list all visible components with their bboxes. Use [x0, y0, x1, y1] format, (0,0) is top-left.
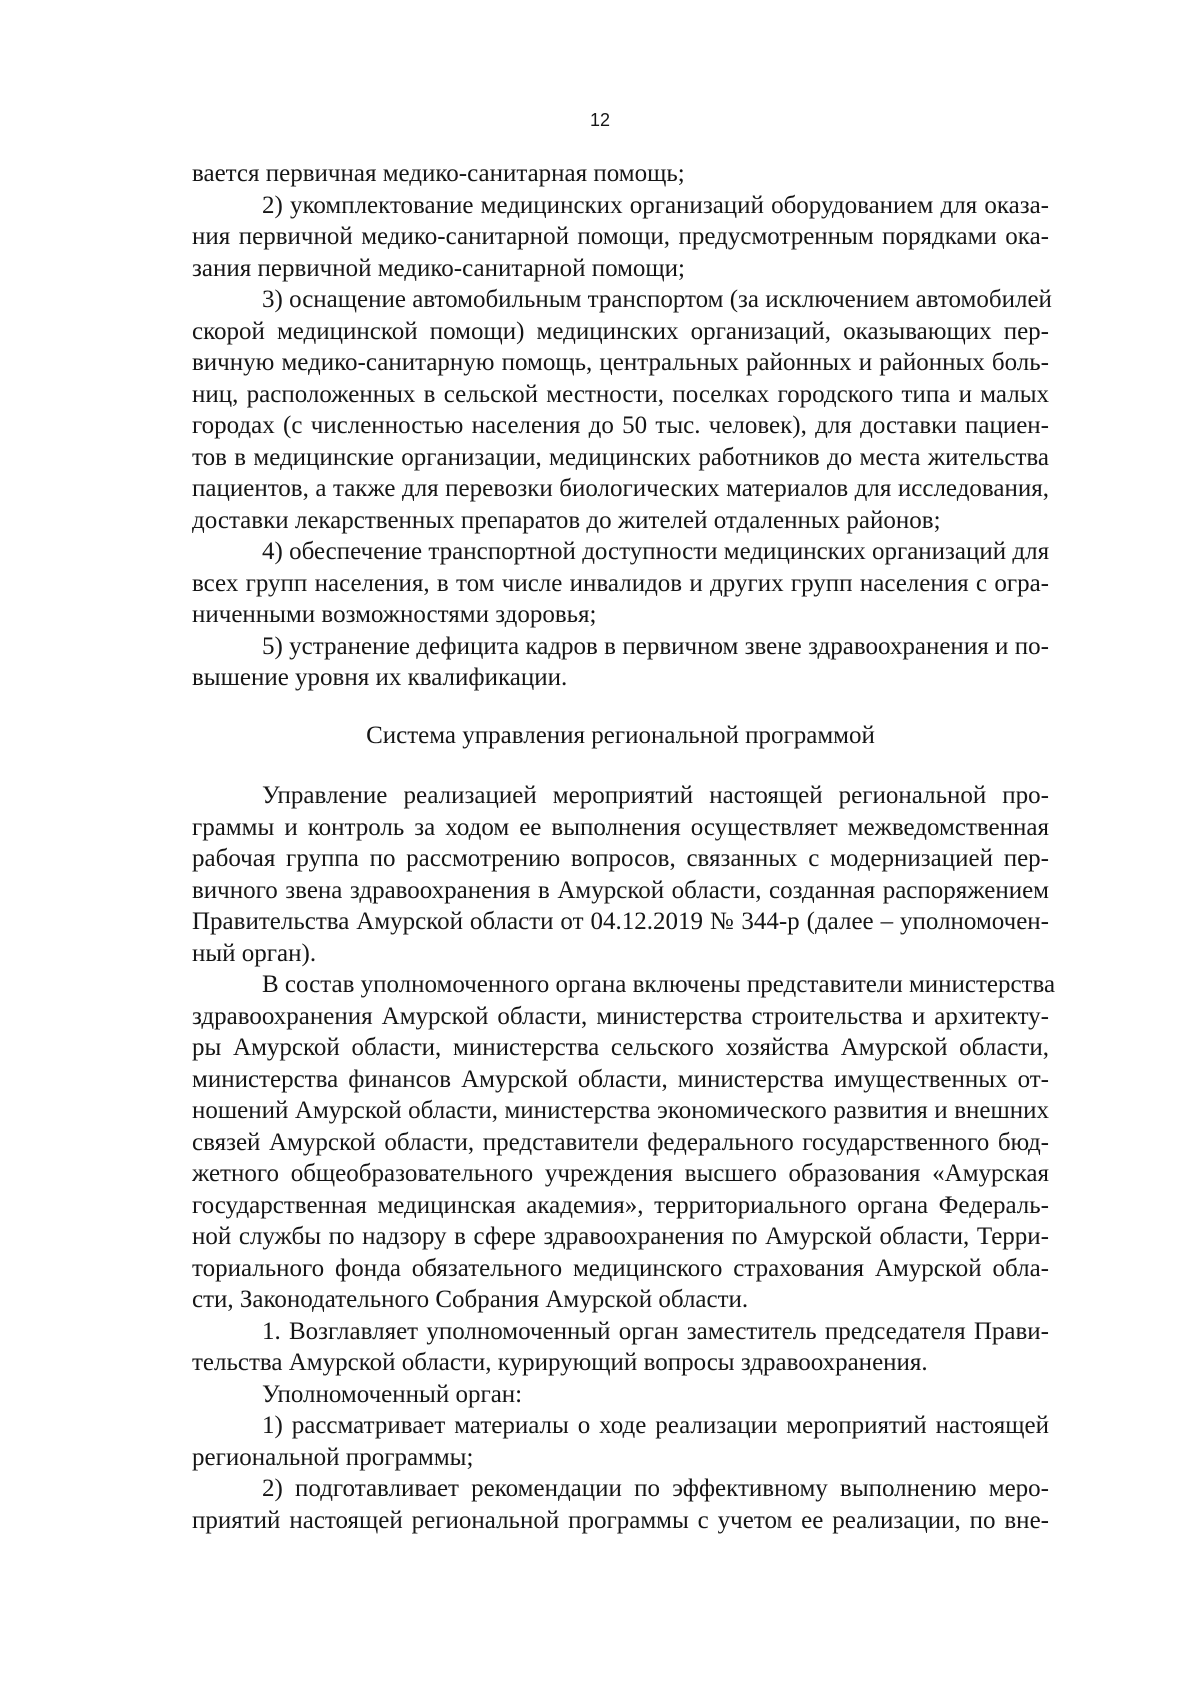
text-line: ношений Амурской области, министерства экономического развития и внешних	[192, 1097, 1049, 1124]
text-line: вичную медико-санитарную помощь, центральных районных и районных боль-	[192, 349, 1049, 376]
text-line: В состав уполномоченного органа включены представители министерства	[262, 971, 1056, 998]
page-number: 12	[589, 110, 611, 130]
text-line: здравоохранения Амурской области, министерства строительства и архитекту-	[192, 1002, 1049, 1030]
text-line: вается первичная медико-санитарная помощь;	[192, 160, 685, 187]
text-line: скорой медицинской помощи) медицинских организаций, оказывающих пер-	[192, 317, 1049, 345]
text-line: 4) обеспечение транспортной доступности медицинских организаций для	[262, 538, 1050, 565]
text-line: Управление реализацией мероприятий настоящей региональной про-	[262, 782, 1049, 809]
text-line: региональной программы;	[192, 1443, 474, 1471]
text-line: городах (с численностью населения до 50 тыс. человек), для доставки пациен-	[192, 412, 1049, 439]
text-line: тов в медицинские организации, медицинских работников до места жительства	[192, 443, 1049, 471]
document-body	[192, 158, 1056, 1536]
text-line: Правительства Амурской области от 04.12.2019 № 344-р (далее – уполномочен-	[192, 908, 1049, 935]
text-line: ния первичной медико-санитарной помощи, предусмотренным порядками ока-	[192, 223, 1049, 250]
text-line: государственная медицинская академия», территориального органа Федераль-	[192, 1191, 1049, 1219]
text-line: зания первичной медико-санитарной помощи;	[192, 254, 685, 282]
text-line: ниченными возможностями здоровья;	[192, 601, 597, 628]
text-line: ниц, расположенных в сельской местности, поселках городского типа и малых	[192, 380, 1049, 408]
text-line: ной службы по надзору в сфере здравоохранения по Амурской области, Терри-	[192, 1223, 1049, 1250]
text-line: связей Амурской области, представители федерального государственного бюд-	[192, 1128, 1049, 1156]
text-line: ры Амурской области, министерства сельского хозяйства Амурской области,	[192, 1034, 1049, 1061]
text-line: министерства финансов Амурской области, министерства имущественных от-	[192, 1065, 1049, 1093]
text-line: 2) подготавливает рекомендации по эффективному выполнению меро-	[262, 1475, 1049, 1502]
text-line: пациентов, а также для перевозки биологических материалов для исследования,	[192, 475, 1049, 502]
text-line: ториального фонда обязательного медицинского страхования Амурской обла-	[192, 1254, 1049, 1282]
text-line: 2) укомплектование медицинских организаций оборудованием для оказа-	[262, 191, 1049, 219]
text-line: 5) устранение дефицита кадров в первичном звене здравоохранения и по-	[262, 632, 1049, 660]
text-line: Уполномоченный орган:	[262, 1380, 523, 1408]
text-line: доставки лекарственных препаратов до жителей отдаленных районов;	[192, 506, 941, 534]
text-line: вичного звена здравоохранения в Амурской области, созданная распоряжением	[192, 876, 1049, 904]
text-line: 1) рассматривает материалы о ходе реализации мероприятий настоящей	[262, 1412, 1049, 1439]
text-line: вышение уровня их квалификации.	[192, 664, 568, 691]
section-heading: Система управления региональной программой	[366, 721, 875, 749]
text-line: жетного общеобразовательного учреждения высшего образования «Амурская	[192, 1160, 1049, 1187]
text-line: 1. Возглавляет уполномоченный орган заместитель председателя Прави-	[262, 1317, 1049, 1345]
text-line: граммы и контроль за ходом ее выполнения осуществляет межведомственная	[192, 813, 1049, 841]
text-line: тельства Амурской области, курирующий вопросы здравоохранения.	[192, 1349, 928, 1376]
text-line: рабочая группа по рассмотрению вопросов, связанных с модернизацией пер-	[192, 845, 1049, 872]
text-line: всех групп населения, в том числе инвалидов и других групп населения с огра-	[192, 569, 1049, 597]
text-line: ный орган).	[192, 939, 317, 967]
text-line: приятий настоящей региональной программы с учетом ее реализации, по вне-	[192, 1506, 1049, 1534]
text-line: сти, Законодательного Собрания Амурской области.	[192, 1286, 749, 1313]
text-line: 3) оснащение автомобильным транспортом (за исключением автомобилей	[262, 286, 1052, 313]
